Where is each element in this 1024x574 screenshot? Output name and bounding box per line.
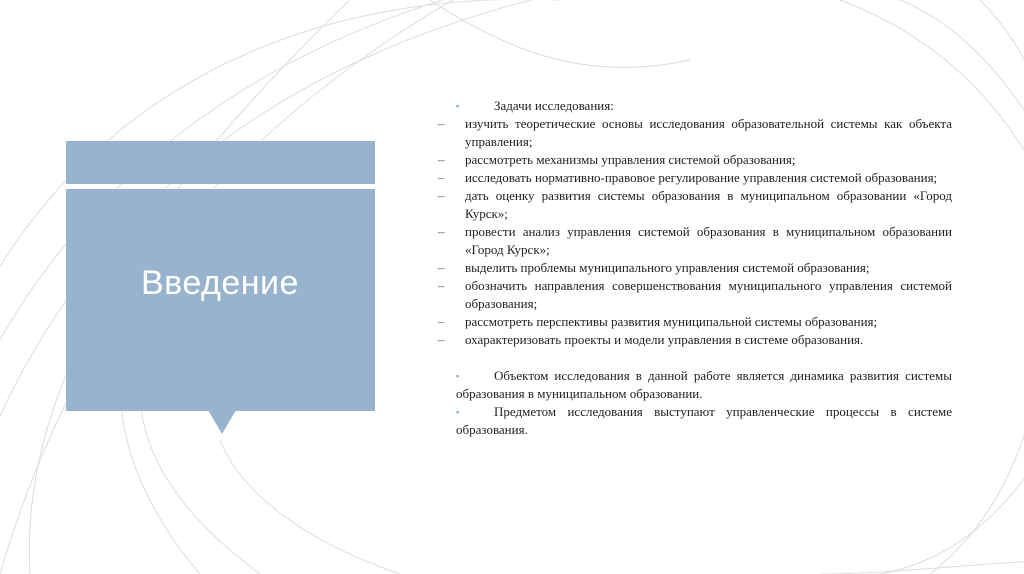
task-text: дать оценку развития системы образования в муниципальном образовании «Город Курск»;	[465, 188, 952, 221]
dash-bullet-icon: –	[438, 116, 445, 131]
dash-bullet-icon: –	[438, 188, 445, 203]
subject-paragraph	[436, 403, 952, 439]
square-bullet-icon: ▪	[456, 101, 460, 111]
task-text: рассмотреть перспективы развития муниципальной системы образования;	[465, 314, 878, 329]
task-item	[436, 259, 952, 277]
task-item	[436, 277, 952, 313]
task-text: рассмотреть механизмы управления системой образования;	[465, 152, 796, 167]
title-box-pointer	[208, 410, 236, 434]
task-text: исследовать нормативно-правовое регулирование управления системой образования;	[465, 170, 938, 185]
tasks-heading	[436, 97, 952, 115]
square-bullet-icon: ▪	[456, 371, 460, 381]
task-item	[436, 187, 952, 223]
task-item	[436, 115, 952, 151]
subject-text: Предметом исследования выступают управленческие процессы в системе образования.	[456, 404, 952, 437]
task-text: охарактеризовать проекты и модели управления в системе образования.	[465, 332, 864, 347]
object-text: Объектом исследования в данной работе является динамика развития системы образования в муниципальном образовании.	[456, 368, 952, 401]
task-item	[436, 331, 952, 349]
task-text: провести анализ управления системой образования в муниципальном образовании «Город Курск»;	[465, 224, 952, 257]
task-item	[436, 151, 952, 169]
slide-body	[436, 97, 952, 439]
square-bullet-icon: ▪	[456, 407, 460, 417]
dash-bullet-icon: –	[438, 278, 445, 293]
dash-bullet-icon: –	[438, 314, 445, 329]
dash-bullet-icon: –	[438, 260, 445, 275]
dash-bullet-icon: –	[438, 224, 445, 239]
title-box	[66, 189, 375, 411]
task-item	[436, 223, 952, 259]
task-text: обозначить направления совершенствования муниципального управления системой образования;	[465, 278, 952, 311]
slide-title: Введение	[141, 264, 299, 302]
tasks-heading-text: Задачи исследования:	[494, 98, 614, 113]
task-item	[436, 169, 952, 187]
dash-bullet-icon: –	[438, 332, 445, 347]
dash-bullet-icon: –	[438, 170, 445, 185]
task-text: изучить теоретические основы исследования образовательной системы как объекта управления;	[465, 116, 952, 149]
task-text: выделить проблемы муниципального управления системой образования;	[465, 260, 870, 275]
spacer	[436, 349, 952, 367]
dash-bullet-icon: –	[438, 152, 445, 167]
task-item	[436, 313, 952, 331]
object-paragraph	[436, 367, 952, 403]
accent-bar	[66, 141, 375, 184]
